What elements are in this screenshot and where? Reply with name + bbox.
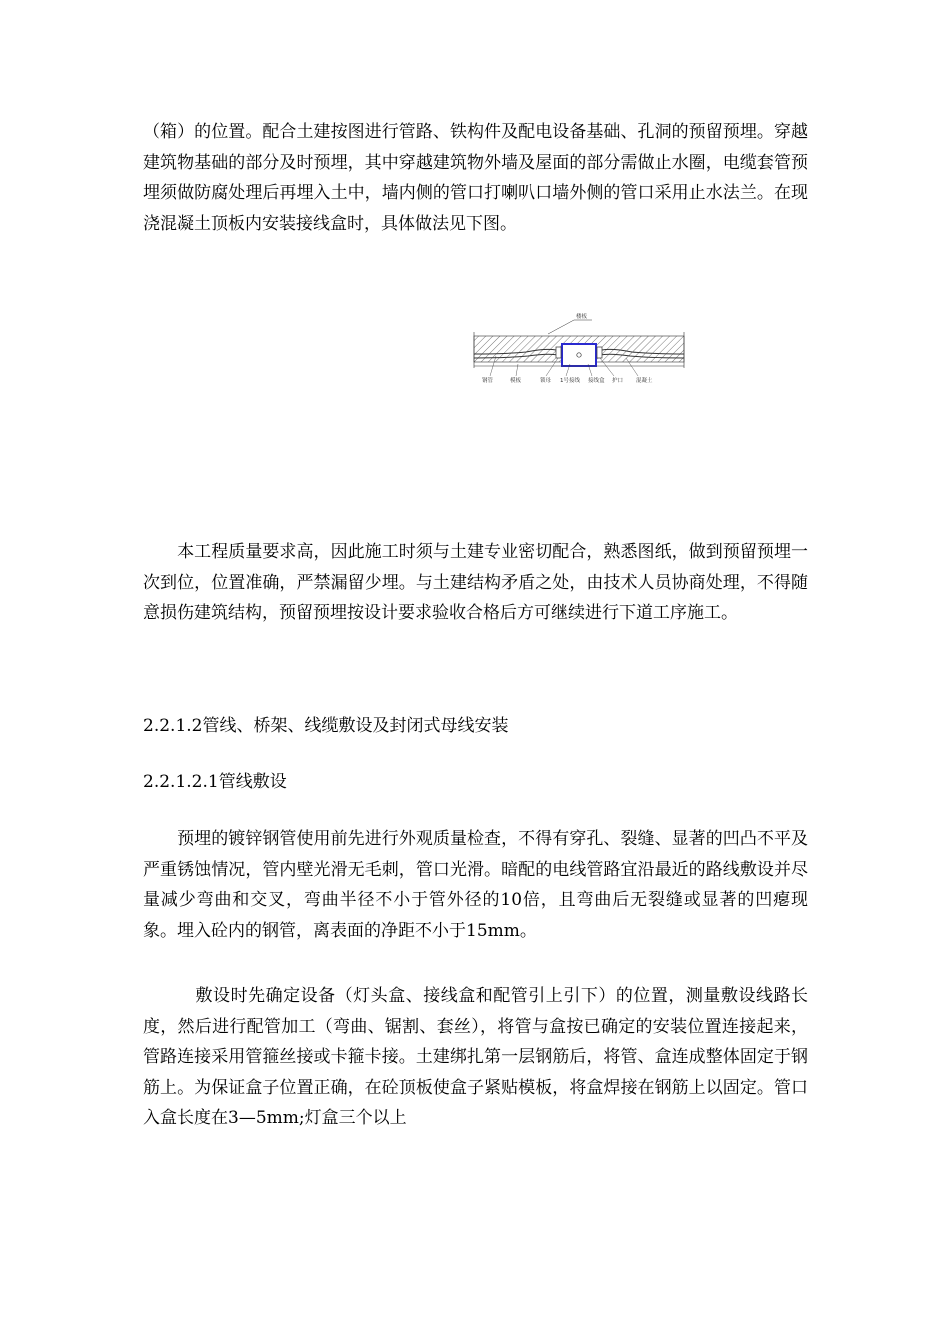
label-formwork: 模板 bbox=[510, 378, 522, 384]
paragraph-2: 本工程质量要求高，因此施工时须与土建专业密切配合，熟悉图纸，做到预留预埋一次到位，位置准确，严禁漏留少埋。与土建结构矛盾之处，由技术人员协商处理，不得随意损伤建筑结构，预留预埋按设计要求验收合格后方可继续进行下道工序施工。 bbox=[143, 542, 808, 623]
paragraph-3: 预埋的镀锌钢管使用前先进行外观质量检查，不得有穿孔、裂缝、显著的凹凸不平及严重锈蚀情况，管内壁光滑无毛刺，管口光滑。暗配的电线管路宜沿最近的路线敷设并尽量减少弯曲和交叉，弯曲半径不小于管外径的10倍，且弯曲后无裂缝或显著的凹瘪现象。埋入砼内的钢管，离表面的净距不小于15mm。 bbox=[143, 829, 808, 941]
label-steel-pipe: 钢管 bbox=[482, 378, 494, 384]
junction-box bbox=[562, 344, 596, 366]
label-wire-1: 1号接线 bbox=[560, 378, 580, 384]
junction-box-diagram bbox=[466, 306, 696, 388]
label-locknut: 锁母 bbox=[540, 378, 552, 384]
label-slab: 楼板 bbox=[576, 314, 588, 320]
section-heading-2-2-1-2: 2.2.1.2管线、桥架、线缆敷设及封闭式母线安装 bbox=[143, 716, 509, 736]
section-heading-2-2-1-2-1: 2.2.1.2.1管线敷设 bbox=[143, 772, 287, 792]
label-concrete: 混凝土 bbox=[636, 378, 653, 384]
paragraph-4: 敷设时先确定设备（灯头盒、接线盒和配管引上引下）的位置，测量敷设线路长度，然后进行配管加工（弯曲、锯割、套丝），将管与盒按已确定的安装位置连接起来，管路连接采用管箍丝接或卡箍卡接。土建绑扎第一层钢筋后，将管、盒连成整体固定于钢筋上。为保证盒子位置正确，在砼顶板使盒子紧贴模板，将盒焊接在钢筋上以固定。管口入盒长度在3—5mm;灯盒三个以上 bbox=[143, 986, 808, 1128]
label-bushing: 护口 bbox=[612, 378, 624, 384]
label-junction-box: 接线盒 bbox=[588, 378, 605, 384]
paragraph-1: （箱）的位置。配合土建按图进行管路、铁构件及配电设备基础、孔洞的预留预埋。穿越建筑物基础的部分及时预埋，其中穿越建筑物外墙及屋面的部分需做止水圈，电缆套管预埋须做防腐处理后再埋入土中，墙内侧的管口打喇叭口墙外侧的管口采用止水法兰。在现浇混凝土顶板内安装接线盒时，具体做法见下图。 bbox=[143, 122, 808, 234]
